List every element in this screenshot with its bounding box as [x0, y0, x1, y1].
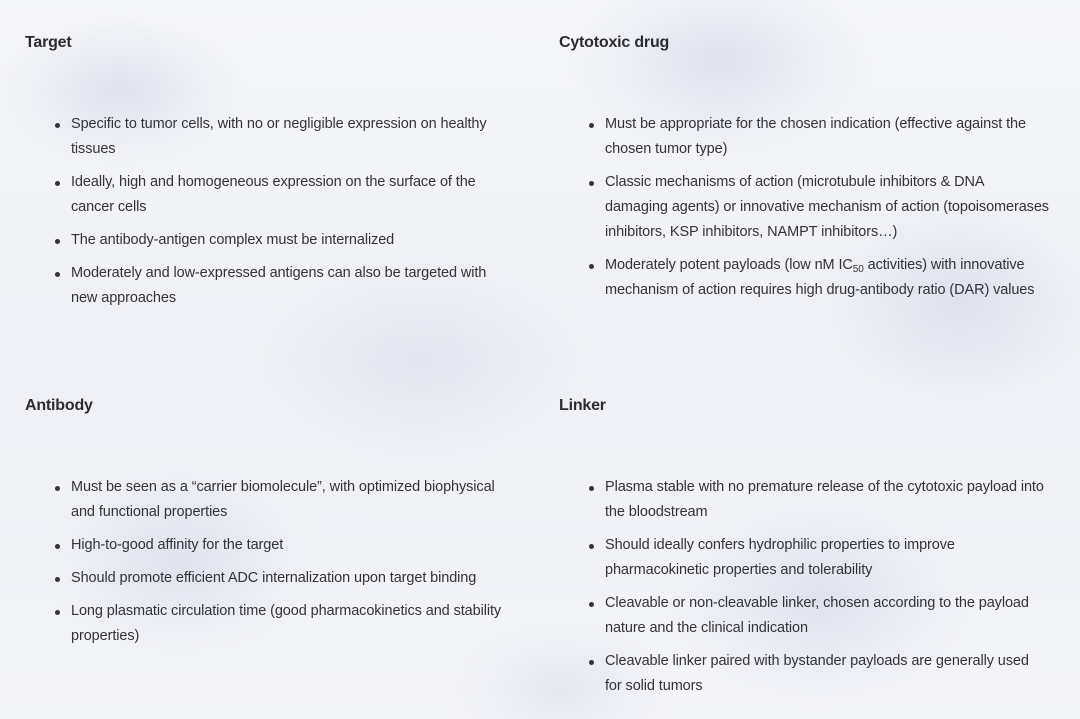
target-section	[25, 32, 525, 306]
list-item: Plasma stable with no premature release of the cytotoxic payload into the bloodstream	[589, 475, 1049, 525]
list-item: High-to-good affinity for the target	[55, 533, 510, 558]
antibody-section	[25, 395, 525, 644]
cytotoxic-drug-section	[559, 32, 1059, 298]
list-item: Moderately and low-expressed antigens can also be targeted with new approaches	[55, 261, 510, 311]
list-item: Ideally, high and homogeneous expression on the surface of the cancer cells	[55, 170, 510, 220]
target-bullet-list	[55, 112, 510, 319]
list-item: Cleavable or non-cleavable linker, chosen according to the payload nature and the clinical indication	[589, 591, 1049, 641]
list-item	[589, 253, 1049, 303]
ic50-subscript: 50	[852, 264, 864, 275]
list-item: Must be appropriate for the chosen indication (effective against the chosen tumor type)	[589, 112, 1049, 162]
list-item: Should promote efficient ADC internalization upon target binding	[55, 566, 510, 591]
item-text-before: Moderately potent payloads (low nM IC	[605, 257, 853, 273]
cytotoxic-drug-bullet-list	[589, 112, 1049, 311]
linker-heading: Linker	[559, 397, 606, 414]
list-item: The antibody-antigen complex must be internalized	[55, 228, 510, 253]
list-item: Must be seen as a “carrier biomolecule”, with optimized biophysical and functional properties	[55, 475, 510, 525]
list-item: Specific to tumor cells, with no or negligible expression on healthy tissues	[55, 112, 510, 162]
antibody-bullet-list	[55, 475, 510, 657]
list-item: Cleavable linker paired with bystander payloads are generally used for solid tumors	[589, 649, 1049, 699]
linker-bullet-list	[589, 475, 1049, 707]
linker-section	[559, 395, 1059, 694]
item-text-after: activities) with innovative mechanism of action requires high drug-antibody ratio (DAR) values	[605, 257, 1035, 298]
list-item: Long plasmatic circulation time (good pharmacokinetics and stability properties)	[55, 599, 510, 649]
antibody-heading: Antibody	[25, 397, 93, 414]
cytotoxic-drug-heading: Cytotoxic drug	[559, 34, 670, 51]
target-heading: Target	[25, 34, 72, 51]
list-item: Classic mechanisms of action (microtubule inhibitors & DNA damaging agents) or innovative mechanism of action (topoisomerases inhibitors, KSP inhibitors, NAMPT inhibitors…)	[589, 170, 1049, 245]
list-item: Should ideally confers hydrophilic properties to improve pharmacokinetic properties and tolerability	[589, 533, 1049, 583]
